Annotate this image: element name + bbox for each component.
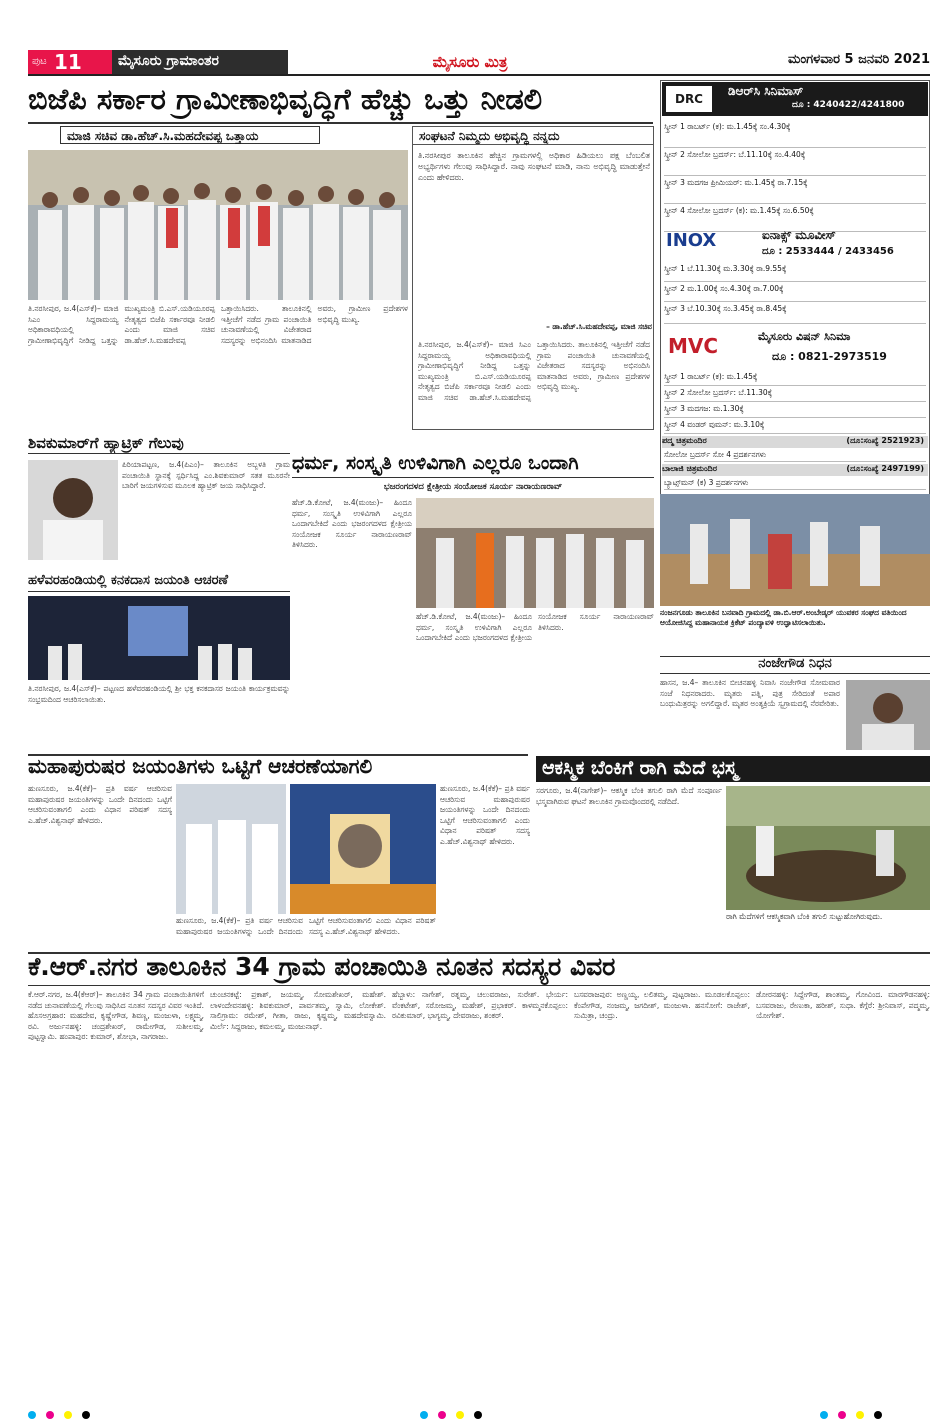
lead-side-body-continued: ತಿ.ನರಸೀಪುರ, ಜ.4(ಎಸ್‌ಕೆ)– ಮಾಜಿ ಸಿಎಂ ಸಿದ್ದರಾಮಯ್ಯ ಅಧಿಕಾರಾವಧಿಯಲ್ಲಿ ಗ್ರಾಮೀಣಾಭಿವೃದ್ಧಿಗೆ ನೀಡಿದ್ದ ಒತ್ತನ್ನು ಮುಖ್ಯಮಂತ್ರಿ ಬಿ.ಎಸ್.ಯಡಿಯೂರಪ್ಪ ನೇತೃತ್ವದ ಬಿಜೆಪಿ ಸರ್ಕಾರವೂ ನೀಡಲಿ ಎಂದು ಮಾಜಿ ಸಚಿವ ಡಾ.ಹೆಚ್.ಸಿ.ಮಹದೇವಪ್ಪ ಒತ್ತಾಯಿಸಿದರು. ತಾಲೂಕಿನಲ್ಲಿ ಇತ್ತೀಚೆಗೆ ನಡೆದ ಗ್ರಾಮ ಪಂಚಾಯಿತಿ ಚುನಾವಣೆಯಲ್ಲಿ ವಿಜೇತರಾದ ಸದಸ್ಯರನ್ನು ಅಭಿನಂದಿಸಿ ಮಾತನಾಡಿದ ಅವರು, ಗ್ರಾಮೀಣ ಪ್ರದೇಶಗಳ ಅಭಿವೃದ್ಧಿ ಮುಖ್ಯ. <box>418 340 650 402</box>
dharma-body: ಹೆಚ್.ಡಿ.ಕೋಟೆ, ಜ.4(ಮಂಜು)– ಹಿಂದೂ ಧರ್ಮ, ಸಂಸ್ಕೃತಿ ಉಳಿವಿಗಾಗಿ ಎಲ್ಲರೂ ಒಂದಾಗಬೇಕಿದೆ ಎಂದು ಭಜರಂಗದಳದ ಕ್ಷೇತ್ರೀಯ ಸಂಯೋಜಕ ಸೂರ್ಯ ನಾರಾಯಣರಾವ್ ತಿಳಿಸಿದರು. <box>292 498 412 549</box>
padma-name: ಪದ್ಮ ಚಿತ್ರಮಂದಿರ <box>662 436 707 445</box>
black-dot <box>474 1411 482 1419</box>
mvc-phone: ದೂ : 0821-2973519 <box>772 350 887 363</box>
obit-body: ಹಾಸನ, ಜ.4– ತಾಲೂಕಿನ ಬೀಚನಹಳ್ಳಿ ನಿವಾಸಿ ನಂಜೇಗೌಡ ಸೋಮವಾರ ಸಂಜೆ ನಿಧನರಾದರು. ಮೃತರು ಪತ್ನಿ, ಪುತ್ರ ಸೇರಿದಂತೆ ಅಪಾರ ಬಂಧುಮಿತ್ರರನ್ನು ಅಗಲಿದ್ದಾರೆ. ಮೃತರ ಅಂತ್ಯಕ್ರಿಯೆ ಸ್ವಗ್ರಾಮದಲ್ಲಿ ನೆರವೇರಿತು. <box>660 678 840 708</box>
lead-byline: – ಡಾ.ಹೆಚ್.ಸಿ.ಮಹದೇವಪ್ಪ, ಮಾಜಿ ಸಚಿವ <box>546 322 652 331</box>
drc-name: ಡಿಆರ್‌ಸಿ ಸಿನಿಮಾಸ್ <box>728 84 804 98</box>
mvc-row: ಸ್ಕ್ರೀನ್ 1 ರಾಬರ್ಟ್ (ಕ): ಮ.1.45ಕ್ಕೆ <box>664 372 926 386</box>
page-number-box <box>28 50 112 74</box>
krnagar-col1: ಕೆ.ಆರ್.ನಗರ, ಜ.4(ಕೆಆರ್)– ತಾಲೂಕಿನ 34 ಗ್ರಾಮ ಪಂಚಾಯಿತಿಗಳಿಗೆ ನಡೆದ ಚುನಾವಣೆಯಲ್ಲಿ ಗೆಲುವು ಸಾಧಿಸಿದ ನೂತನ ಸದಸ್ಯರ ವಿವರ ಇಂತಿದೆ. ಹೊಸಅಗ್ರಹಾರ: ಮಹದೇವ, ಕೃಷ್ಣೇಗೌಡ, ಶಿವಣ್ಣ, ಮಂಜುಳಾ, ಲಕ್ಷ್ಮಮ್ಮ, ರವಿ. ಅರ್ಜುನಹಳ್ಳಿ: ಚಂದ್ರಶೇಖರ್, ರಾಮೇಗೌಡ, ಸುಶೀಲಮ್ಮ, ಪುಟ್ಟಸ್ವಾಮಿ. ಹಂಪಾಪುರ: ಕುಮಾರ್, ಶೋಭಾ, ನಾಗರಾಜು. <box>28 990 204 1041</box>
inox-row: ಸ್ಕ್ರೀನ್ 2 ಮ.1.00ಕ್ಕೆ ಸಂ.4.30ಕ್ಕೆ ರಾ.7.00ಕ್ಕೆ <box>664 284 926 302</box>
dharma-body-continued: ಹೆಚ್.ಡಿ.ಕೋಟೆ, ಜ.4(ಮಂಜು)– ಹಿಂದೂ ಧರ್ಮ, ಸಂಸ್ಕೃತಿ ಉಳಿವಿಗಾಗಿ ಎಲ್ಲರೂ ಒಂದಾಗಬೇಕಿದೆ ಎಂದು ಭಜರಂಗದಳದ ಕ್ಷೇತ್ರೀಯ ಸಂಯೋಜಕ ಸೂರ್ಯ ನಾರಾಯಣರಾವ್ ತಿಳಿಸಿದರು. <box>416 612 654 642</box>
lead-side-title: ಸಂಘಟನೆ ನಿಮ್ಮದು ಅಭಿವೃದ್ಧಿ ನನ್ನದು <box>413 127 653 145</box>
drc-row: ಸ್ಕ್ರೀನ್ 1 ರಾಬರ್ಟ್ (ಕ): ಮ.1.45ಕ್ಕೆ ಸಂ.4.30ಕ್ಕೆ <box>664 122 926 148</box>
paper-logo: ಮೈಸೂರು ಮಿತ್ರ <box>432 53 508 71</box>
jayanti-headline: ಮಹಾಪುರುಷರ ಜಯಂತಿಗಳು ಒಟ್ಟಿಗೆ ಆಚರಣೆಯಾಗಲಿ <box>28 754 528 780</box>
krnagar-col3: ಹೆಬ್ಬಾಳು: ನಾಗೇಶ್, ರತ್ನಮ್ಮ, ಚಲುವರಾಜು, ಸುರೇಶ್. ಭೇರ್ಯ: ವೆಂಕಟೇಶ್, ಸರೋಜಮ್ಮ, ಮಹೇಶ್, ಪ್ರಭಾಕರ್. ಕಾಳಮ್ಮನಕೊಪ್ಪಲು: ರವಿಕುಮಾರ್, ಭಾಗ್ಯಮ್ಮ, ದೇವರಾಜು, ಶಂಕರ್. <box>392 990 568 1020</box>
krnagar-col5: ಡೋರನಹಳ್ಳಿ: ಸಿದ್ದೇಗೌಡ, ಶಾಂತಮ್ಮ, ಗೋವಿಂದ. ಮಾರಗೌಡನಹಳ್ಳಿ: ಬಸವರಾಜು, ರೇಣುಕಾ, ಹರೀಶ್, ಸುಧಾ. ಕೆಗ್ಗೆರೆ: ಶ್ರೀನಿವಾಸ್, ಪದ್ಮಮ್ಮ, ಯೋಗೇಶ್. <box>756 990 930 1020</box>
registration-marks <box>420 1404 620 1412</box>
padma-row: ಸೋಲೋ ಬ್ರದರ್ಸ್ ಸೋ 4 ಪ್ರದರ್ಶನಗಳು <box>664 450 926 462</box>
magenta-dot <box>46 1411 54 1419</box>
drc-phone: ದೂ : 4240422/4241800 <box>792 100 905 110</box>
hattrick-body: ಪಿರಿಯಾಪಟ್ಟಣ, ಜ.4(ಪಿಎಂ)– ತಾಲೂಕಿನ ಅಬ್ಬಳತಿ ಗ್ರಾಮ ಪಂಚಾಯಿತಿ ಸ್ಥಾನಕ್ಕೆ ಸ್ಪರ್ಧಿಸಿದ್ದ ಎಂ.ಶಿವಕುಮಾರ್ ಸತತ ಮೂರನೇ ಬಾರಿಗೆ ಜಯಗಳಿಸುವ ಮೂಲಕ ಹ್ಯಾಟ್ರಿಕ್ ಜಯ ಸಾಧಿಸಿದ್ದಾರೆ. <box>122 460 290 490</box>
drc-row: ಸ್ಕ್ರೀನ್ 3 ಮದಗಜ ಪ್ರೀಮಿಯರ್: ಮ.1.45ಕ್ಕೆ ರಾ.7.15ಕ್ಕೆ <box>664 178 926 204</box>
black-dot <box>874 1411 882 1419</box>
dharma-kicker: ಭಜರಂಗದಳದ ಕ್ಷೇತ್ರೀಯ ಸಂಯೋಜಕ ಸೂರ್ಯ ನಾರಾಯಣರಾವ್ <box>383 482 563 492</box>
jayanti-body-continued: ಹುಣಸೂರು, ಜ.4(ಕೆಕೆ)– ಪ್ರತಿ ವರ್ಷ ಆಚರಿಸುವ ಮಹಾಪುರುಷರ ಜಯಂತಿಗಳನ್ನು ಒಂದೇ ದಿನದಂದು ಒಟ್ಟಿಗೆ ಆಚರಿಸುವಂತಾಗಲಿ ಎಂದು ವಿಧಾನ ಪರಿಷತ್ ಸದಸ್ಯ ಎ.ಹೆಚ್.ವಿಶ್ವನಾಥ್ ಹೇಳಿದರು. <box>176 916 436 936</box>
mvc-row: ಸ್ಕ್ರೀನ್ 3 ಮದಗಜ: ಮ.1.30ಕ್ಕೆ <box>664 404 926 418</box>
mvc-row: ಸ್ಕ್ರೀನ್ 2 ಸೋಲೋ ಬ್ರದರ್ಸ್: ಬೆ.11.30ಕ್ಕೆ <box>664 388 926 402</box>
balaji-header <box>662 464 928 476</box>
lead-kicker: ಮಾಜಿ ಸಚಿವ ಡಾ.ಹೆಚ್.ಸಿ.ಮಹದೇವಪ್ಪ ಒತ್ತಾಯ <box>60 126 320 144</box>
inox-phone: ದೂ : 2533444 / 2433456 <box>762 246 894 257</box>
drc-row: ಸ್ಕ್ರೀನ್ 4 ಸೋಲೋ ಬ್ರದರ್ಸ್ (ಕ): ಮ.1.45ಕ್ಕೆ ಸಂ.6.50ಕ್ಕೆ <box>664 206 926 232</box>
magenta-dot <box>838 1411 846 1419</box>
hattrick-photo <box>28 460 118 560</box>
hattrick-headline: ಶಿವಕುಮಾರ್‌ಗೆ ಹ್ಯಾಟ್ರಿಕ್ ಗೆಲುವು <box>28 436 290 454</box>
fire-photo <box>726 786 930 910</box>
fire-caption: ರಾಗಿ ಮೆದೆಗಳಿಗೆ ಆಕಸ್ಮಿಕವಾಗಿ ಬೆಂಕಿ ತಗುಲಿ ಸುಟ್ಟುಹೋಗಿರುವುದು. <box>726 912 883 921</box>
page-number: 11 <box>54 50 82 74</box>
inox-header <box>662 226 928 262</box>
mvc-row: ಸ್ಕ್ರೀನ್ 4 ವಂಡರ್ ವುಮನ್: ಮ.3.10ಕ್ಕೆ <box>664 420 926 434</box>
nanjangud-photo <box>660 494 930 606</box>
kanaka-body: ತಿ.ನರಸೀಪುರ, ಜ.4(ಎಸ್‌ಕೆ)– ಪಟ್ಟಣದ ಹಳೆವರಹಂಡಿಯಲ್ಲಿ ಶ್ರೀ ಭಕ್ತ ಕನಕದಾಸರ ಜಯಂತಿ ಕಾರ್ಯಕ್ರಮವನ್ನು ಸಂಭ್ರಮದಿಂದ ಆಚರಿಸಲಾಯಿತು. <box>28 684 290 704</box>
drc-header <box>662 82 928 116</box>
mvc-logo: MVC <box>668 334 719 358</box>
jayanti-photo-left <box>176 784 286 914</box>
registration-marks <box>28 1404 228 1412</box>
drc-row: ಸ್ಕ್ರೀನ್ 2 ಸೋಲೋ ಬ್ರದರ್ಸ್: ಬೆ.11.10ಕ್ಕೆ ಸಂ.4.40ಕ್ಕೆ <box>664 150 926 176</box>
drc-logo: DRC <box>666 86 712 112</box>
jayanti-photo-right <box>290 784 436 914</box>
krnagar-headline: ಕೆ.ಆರ್.ನಗರ ತಾಲೂಕಿನ 34 ಗ್ರಾಮ ಪಂಚಾಯಿತಿ ನೂತನ ಸದಸ್ಯರ ವಿವರ <box>28 952 930 986</box>
balaji-name: ಬಾಲಾಜಿ ಚಿತ್ರಮಂದಿರ <box>662 464 717 473</box>
lead-headline: ಬಿಜೆಪಿ ಸರ್ಕಾರ ಗ್ರಾಮೀಣಾಭಿವೃದ್ಧಿಗೆ ಹೆಚ್ಚು ಒತ್ತು ನೀಡಲಿ <box>28 84 653 124</box>
padma-header <box>662 436 928 448</box>
registration-marks <box>820 1404 930 1412</box>
inox-row: ಸ್ಕ್ರೀನ್ 1 ಬೆ.11.30ಕ್ಕೆ ಮ.3.30ಕ್ಕೆ ರಾ.9.55ಕ್ಕೆ <box>664 264 926 282</box>
fire-body: ಸರಗೂರು, ಜ.4(ನಾಗೇಶ್)– ಆಕಸ್ಮಿಕ ಬೆಂಕಿ ತಗುಲಿ ರಾಗಿ ಮೆದೆ ಸಂಪೂರ್ಣ ಭಸ್ಮವಾಗಿರುವ ಘಟನೆ ತಾಲೂಕಿನ ಗ್ರಾಮವೊಂದರಲ್ಲಿ ನಡೆದಿದೆ. <box>536 786 722 806</box>
inox-name: ಐನಾಕ್ಸ್ ಮೂವೀಸ್ <box>762 228 836 242</box>
kanaka-headline: ಹಳೆವರಹಂಡಿಯಲ್ಲಿ ಕನಕದಾಸ ಜಯಂತಿ ಆಚರಣೆ <box>28 574 290 592</box>
cyan-dot <box>820 1411 828 1419</box>
lead-body: ತಿ.ನರಸೀಪುರ, ಜ.4(ಎಸ್‌ಕೆ)– ಮಾಜಿ ಸಿಎಂ ಸಿದ್ದರಾಮಯ್ಯ ಅಧಿಕಾರಾವಧಿಯಲ್ಲಿ ಗ್ರಾಮೀಣಾಭಿವೃದ್ಧಿಗೆ ನೀಡಿದ್ದ ಒತ್ತನ್ನು ಮುಖ್ಯಮಂತ್ರಿ ಬಿ.ಎಸ್.ಯಡಿಯೂರಪ್ಪ ನೇತೃತ್ವದ ಬಿಜೆಪಿ ಸರ್ಕಾರವೂ ನೀಡಲಿ ಎಂದು ಮಾಜಿ ಸಚಿವ ಡಾ.ಹೆಚ್.ಸಿ.ಮಹದೇವಪ್ಪ ಒತ್ತಾಯಿಸಿದರು. ತಾಲೂಕಿನಲ್ಲಿ ಇತ್ತೀಚೆಗೆ ನಡೆದ ಗ್ರಾಮ ಪಂಚಾಯಿತಿ ಚುನಾವಣೆಯಲ್ಲಿ ವಿಜೇತರಾದ ಸದಸ್ಯರನ್ನು ಅಭಿನಂದಿಸಿ ಮಾತನಾಡಿದ ಅವರು, ಗ್ರಾಮೀಣ ಪ್ರದೇಶಗಳ ಅಭಿವೃದ್ಧಿ ಮುಖ್ಯ. <box>28 304 408 345</box>
page-label: ಪುಟ <box>32 56 47 67</box>
obit-photo <box>846 680 930 750</box>
mvc-name: ಮೈಸೂರು ವಿಷನ್ ಸಿನಿಮಾ <box>758 330 851 343</box>
yellow-dot <box>456 1411 464 1419</box>
yellow-dot <box>856 1411 864 1419</box>
cyan-dot <box>28 1411 36 1419</box>
cyan-dot <box>420 1411 428 1419</box>
issue-date: ಮಂಗಳವಾರ 5 ಜನವರಿ 2021 <box>787 52 930 67</box>
inox-logo: INOX <box>666 230 717 251</box>
balaji-row: ಬ್ಯಾಟ್ಸ್‌ಮನ್ (ಕ) 3 ಪ್ರದರ್ಶನಗಳು <box>664 478 926 490</box>
kanaka-photo <box>28 596 290 680</box>
lead-side-body: ತಿ.ನರಸೀಪುರ ತಾಲೂಕಿನ ಹೆಚ್ಚಿನ ಗ್ರಾಮಗಳಲ್ಲಿ ಅಧಿಕಾರ ಹಿಡಿಯಲು ಪಕ್ಷ ಬೆಂಬಲಿತ ಅಭ್ಯರ್ಥಿಗಳು ಗೆಲುವು ಸಾಧಿಸಿದ್ದಾರೆ. ನಾವು ಸಂಘಟನೆ ಮಾಡಿ, ನಾನು ಅಭಿವೃದ್ಧಿ ಮಾಡುತ್ತೇನೆ ಎಂದು ಹೇಳಿದರು. <box>418 151 650 182</box>
section-title: ಮೈಸೂರು ಗ್ರಾಮಾಂತರ <box>112 50 288 74</box>
krnagar-col2: ಚುಂಚನಕಟ್ಟೆ: ಪ್ರಕಾಶ್, ಜಯಮ್ಮ, ಸೋಮಶೇಖರ್, ಮಹೇಶ್. ಲಾಳಂದೇವನಹಳ್ಳಿ: ಶಿವಕುಮಾರ್, ಪಾರ್ವತಮ್ಮ, ಸ್ವಾಮಿ, ಲೋಕೇಶ್. ಸಾಲಿಗ್ರಾಮ: ರಮೇಶ್, ಗೀತಾ, ರಾಜು, ಕೃಷ್ಣಮ್ಮ, ಮಹದೇವಸ್ವಾಮಿ. ಮಿರ್ಲೆ: ಸಿದ್ದರಾಜು, ಕಮಲಮ್ಮ, ಮಂಜುನಾಥ್. <box>210 990 386 1031</box>
jayanti-body-right: ಹುಣಸೂರು, ಜ.4(ಕೆಕೆ)– ಪ್ರತಿ ವರ್ಷ ಆಚರಿಸುವ ಮಹಾಪುರುಷರ ಜಯಂತಿಗಳನ್ನು ಒಂದೇ ದಿನದಂದು ಒಟ್ಟಿಗೆ ಆಚರಿಸುವಂತಾಗಲಿ ಎಂದು ವಿಧಾನ ಪರಿಷತ್ ಸದಸ್ಯ ಎ.ಹೆಚ್.ವಿಶ್ವನಾಥ್ ಹೇಳಿದರು. <box>440 784 530 846</box>
dharma-headline: ಧರ್ಮ, ಸಂಸ್ಕೃತಿ ಉಳಿವಿಗಾಗಿ ಎಲ್ಲರೂ ಒಂದಾಗಿ <box>292 454 654 478</box>
jayanti-body: ಹುಣಸೂರು, ಜ.4(ಕೆಕೆ)– ಪ್ರತಿ ವರ್ಷ ಆಚರಿಸುವ ಮಹಾಪುರುಷರ ಜಯಂತಿಗಳನ್ನು ಒಂದೇ ದಿನದಂದು ಒಟ್ಟಿಗೆ ಆಚರಿಸುವಂತಾಗಲಿ ಎಂದು ವಿಧಾನ ಪರಿಷತ್ ಸದಸ್ಯ ಎ.ಹೆಚ್.ವಿಶ್ವನಾಥ್ ಹೇಳಿದರು. <box>28 784 172 825</box>
balaji-phone: (ದೂ:ಸಂಖ್ಯೆ 2497199) <box>846 464 924 473</box>
krnagar-col4: ಬಸವರಾಜಪುರ: ಅಣ್ಣಯ್ಯ, ಲಲಿತಮ್ಮ, ಪುಟ್ಟರಾಜು. ಮೂಡಲಕೊಪ್ಪಲು: ಕೆಂಪೇಗೌಡ, ನಂಜಮ್ಮ, ಜಗದೀಶ್, ಮಂಜುಳಾ. ಹನಸೋಗೆ: ರಾಜೇಶ್, ಸುಮಿತ್ರಾ, ಚಂದ್ರು. <box>574 990 750 1020</box>
padma-phone: (ದೂ:ಸಂಖ್ಯೆ 2521923) <box>846 436 924 445</box>
yellow-dot <box>64 1411 72 1419</box>
magenta-dot <box>438 1411 446 1419</box>
dharma-photo <box>416 498 654 608</box>
black-dot <box>82 1411 90 1419</box>
fire-headline: ಆಕಸ್ಮಿಕ ಬೆಂಕಿಗೆ ರಾಗಿ ಮೆದೆ ಭಸ್ಮ <box>536 756 930 782</box>
lead-photo <box>28 150 408 300</box>
nanjangud-caption: ನಂಜನಗೂಡು ತಾಲೂಕಿನ ಬನವಾದಿ ಗ್ರಾಮದಲ್ಲಿ ಡಾ.ಬಿ.ಆರ್.ಅಂಬೇಡ್ಕರ್ ಯುವಕರ ಸಂಘದ ವತಿಯಿಂದ ಆಯೋಜಿಸಿದ್ದ ಮಹಾನಾಯಕ ಕ್ರಿಕೆಟ್ ಪಂದ್ಯಾವಳಿ ಉದ್ಘಾಟಿಸಲಾಯಿತು. <box>660 608 907 627</box>
mvc-header <box>662 328 928 368</box>
obit-headline: ನಂಜೇಗೌಡ ನಿಧನ <box>660 656 930 674</box>
inox-row: ಸ್ಕ್ರೀನ್ 3 ಬೆ.10.30ಕ್ಕೆ ಸಂ.3.45ಕ್ಕೆ ರಾ.8.45ಕ್ಕೆ <box>664 304 926 324</box>
